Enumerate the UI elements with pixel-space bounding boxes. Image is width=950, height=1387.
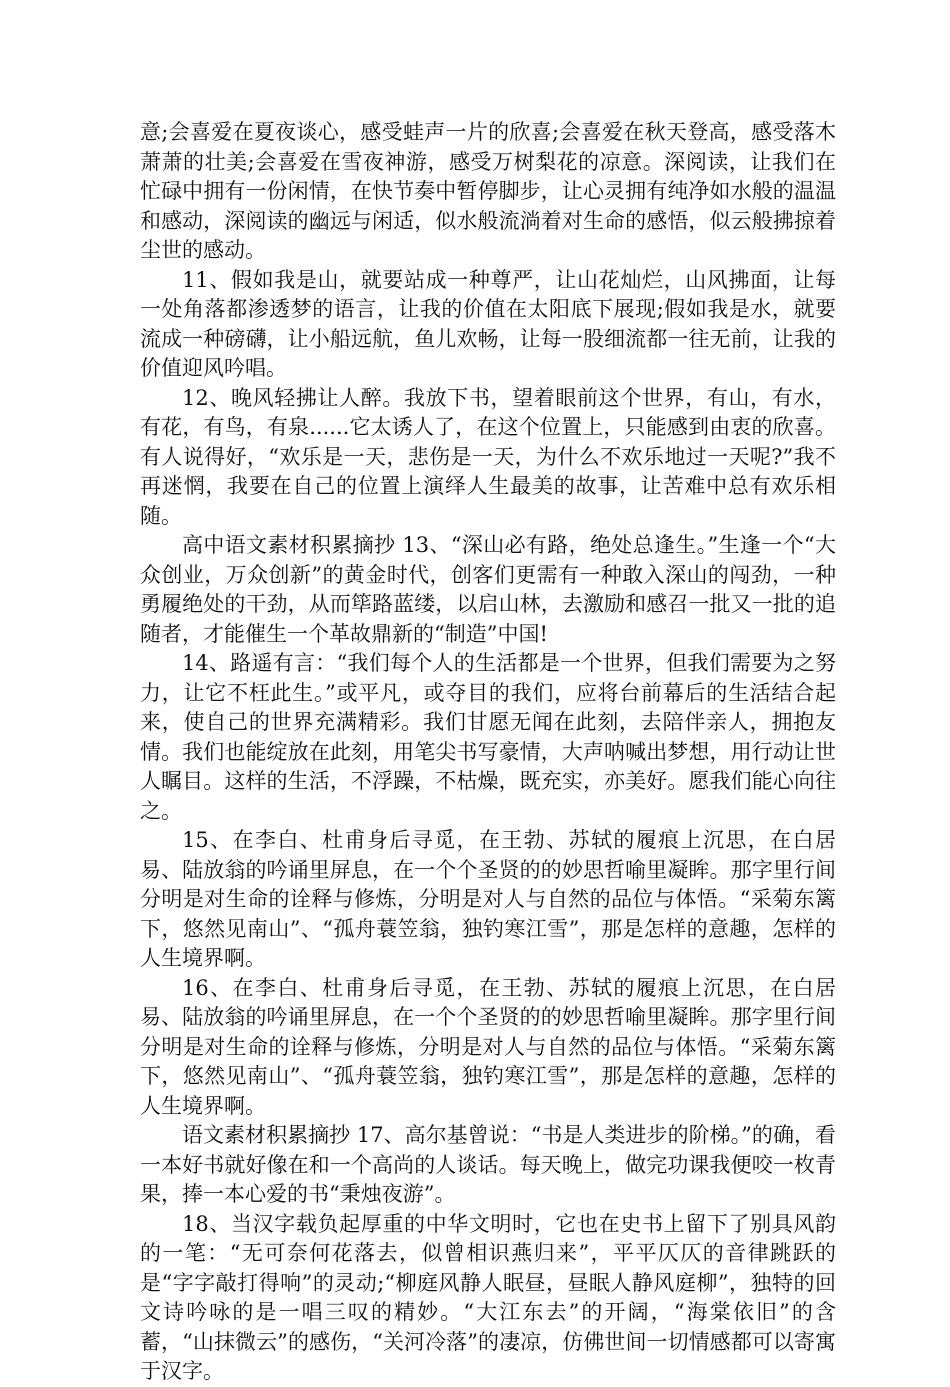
paragraph-13: 高中语文素材积累摘抄 13、“深山必有路，绝处总逢生。”生逢一个“大众创业，万众创新”的黄金时代，创客们更需有一种敢入深山的闯劲，一种勇履绝处的干劲，从而筚路蓝缕，以启山林，去激励和感召一批又一批的追随者，才能催生一个革故鼎新的“制造”中国! — [140, 533, 836, 646]
document-page — [140, 118, 836, 1387]
paragraph-11: 11、假如我是山，就要站成一种尊严，让山花灿烂，山风拂面，让每一处角落都渗透梦的语言，让我的价值在太阳底下展现;假如我是水，就要流成一种磅礴，让小船远航，鱼儿欢畅，让每一股细流都一往无前，让我的价值迎风吟唱。 — [140, 267, 836, 380]
paragraph-12: 12、晚风轻拂让人醉。我放下书，望着眼前这个世界，有山，有水，有花，有鸟，有泉......它太诱人了，在这个位置上，只能感到由衷的欣喜。有人说得好，“欢乐是一天，悲伤是一天，为什么不欢乐地过一天呢?”我不再迷惘，我要在自己的位置上演绎人生最美的故事，让苦难中总有欢乐相随。 — [140, 385, 836, 528]
paragraph-16: 16、在李白、杜甫身后寻觅，在王勃、苏轼的履痕上沉思，在白居易、陆放翁的吟诵里屏息，在一个个圣贤的的妙思哲喻里凝眸。那字里行间分明是对生命的诠释与修炼，分明是对人与自然的品位与体悟。“采菊东篱下，悠然见南山”、“孤舟蓑笠翁，独钓寒江雪”，那是怎样的意趣，怎样的人生境界啊。 — [140, 975, 836, 1118]
paragraph-15: 15、在李白、杜甫身后寻觅，在王勃、苏轼的履痕上沉思，在白居易、陆放翁的吟诵里屏息，在一个个圣贤的的妙思哲喻里凝眸。那字里行间分明是对生命的诠释与修炼，分明是对人与自然的品位与体悟。“采菊东篱下，悠然见南山”、“孤舟蓑笠翁，独钓寒江雪”，那是怎样的意趣，怎样的人生境界啊。 — [140, 828, 836, 970]
paragraph-continued: 意;会喜爱在夏夜谈心，感受蛙声一片的欣喜;会喜爱在秋天登高，感受落木萧萧的壮美;会喜爱在雪夜神游，感受万树梨花的凉意。深阅读，让我们在忙碌中拥有一份闲情，在快节奏中暂停脚步，让心灵拥有纯净如水般的温温和感动，深阅读的幽远与闲适，似水般流淌着对生命的感悟，似云般拂掠着尘世的感动。 — [140, 120, 836, 262]
paragraph-18: 18、当汉字载负起厚重的中华文明时，它也在史书上留下了别具风韵的一笔：“无可奈何花落去，似曾相识燕归来”，平平仄仄的音律跳跃的是“字字敲打得响”的灵动;“柳庭风静人眠昼，昼眠人静风庭柳”，独特的回文诗吟咏的是一唱三叹的精妙。“大江东去”的开阔，“海棠依旧”的含蓄，“山抹微云”的感伤，“关河冷落”的凄凉，仿佛世间一切情感都可以寄寓于汉字。 — [140, 1211, 836, 1383]
paragraph-17: 语文素材积累摘抄 17、高尔基曾说：“书是人类进步的阶梯。”的确，看一本好书就好像在和一个高尚的人谈话。每天晚上，做完功课我便咬一枚青果，捧一本心爱的书“秉烛夜游”。 — [140, 1123, 836, 1206]
paragraph-14: 14、路遥有言：“我们每个人的生活都是一个世界，但我们需要为之努力，让它不枉此生。”或平凡，或夺目的我们，应将台前幕后的生活结合起来，使自己的世界充满精彩。我们甘愿无闻在此刻，去陪伴亲人，拥抱友情。我们也能绽放在此刻，用笔尖书写豪情，大声呐喊出梦想，用行动让世人瞩目。这样的生活，不浮躁，不枯燥，既充实，亦美好。愿我们能心向往之。 — [140, 651, 836, 823]
